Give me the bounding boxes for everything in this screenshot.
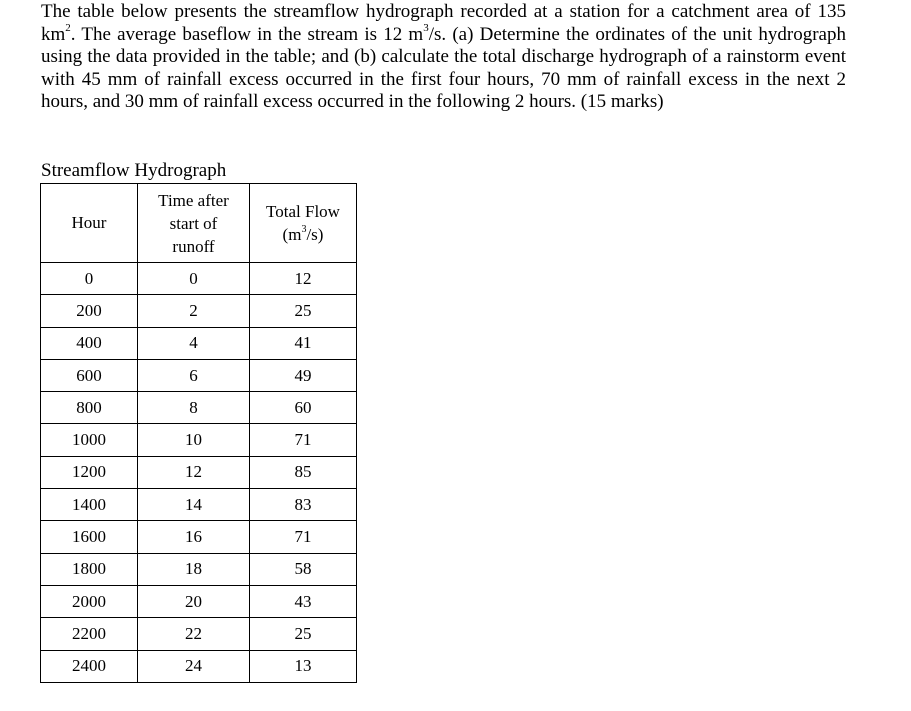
- cell-flow: 71: [250, 521, 357, 553]
- cell-hour: 1400: [41, 489, 138, 521]
- cell-hour: 600: [41, 359, 138, 391]
- header-flow: [250, 184, 357, 263]
- cell-hour: 200: [41, 295, 138, 327]
- cell-flow: 25: [250, 295, 357, 327]
- table-row: [41, 327, 357, 359]
- cell-hour: 2200: [41, 618, 138, 650]
- table-row: [41, 359, 357, 391]
- flow-unit-exponent: 3: [301, 224, 307, 236]
- header-flow-unit: [250, 223, 356, 246]
- cell-time: 14: [138, 489, 250, 521]
- cell-flow: 58: [250, 553, 357, 585]
- table-header: [41, 184, 357, 263]
- header-flow-line-1: Total Flow: [266, 202, 340, 221]
- cell-time: 20: [138, 585, 250, 617]
- cell-flow: 85: [250, 456, 357, 488]
- problem-text-2: . The average baseflow in the stream is 12 m: [70, 23, 424, 45]
- table-row: [41, 392, 357, 424]
- cell-flow: 60: [250, 392, 357, 424]
- table-row: [41, 456, 357, 488]
- cell-time: 4: [138, 327, 250, 359]
- table-row: [41, 585, 357, 617]
- flow-unit-close: /s): [306, 225, 324, 244]
- area-exponent: 2: [65, 22, 71, 35]
- table-row: [41, 521, 357, 553]
- table-body: [41, 263, 357, 683]
- cell-time: 22: [138, 618, 250, 650]
- cell-time: 0: [138, 263, 250, 295]
- cell-hour: 2400: [41, 650, 138, 682]
- table-row: [41, 263, 357, 295]
- cell-hour: 2000: [41, 585, 138, 617]
- cell-flow: 83: [250, 489, 357, 521]
- header-time-line-2: start of: [169, 213, 218, 233]
- cell-flow: 41: [250, 327, 357, 359]
- problem-text-1: The table below presents the streamflow hydrograph recorded at a station for a catchment area of 135 km: [41, 1, 846, 45]
- table-row: [41, 295, 357, 327]
- table-row: [41, 650, 357, 682]
- cell-time: 8: [138, 392, 250, 424]
- cell-flow: 25: [250, 618, 357, 650]
- cell-time: 2: [138, 295, 250, 327]
- header-hour: Hour: [41, 184, 138, 263]
- cell-flow: 13: [250, 650, 357, 682]
- cell-hour: 1000: [41, 424, 138, 456]
- cell-hour: 1200: [41, 456, 138, 488]
- cell-time: 6: [138, 359, 250, 391]
- cell-hour: 0: [41, 263, 138, 295]
- cell-hour: 800: [41, 392, 138, 424]
- streamflow-table: [40, 183, 357, 683]
- problem-text-3: /s. (a) Determine the ordinates of the unit hydrograph using the data provided in the table; and (b) calculate the total discharge hydrograph of a rainstorm event with 45 mm of rainfall excess occurred in the first four hours, 70 mm of rainfall excess in the next 2 hours, and 30 mm of rainfall excess occurred in the following 2 hours. (15 marks): [41, 23, 846, 113]
- table-row: [41, 618, 357, 650]
- flow-unit-open: (m: [282, 225, 302, 244]
- cell-hour: 1800: [41, 553, 138, 585]
- cell-time: 18: [138, 553, 250, 585]
- table-caption: Streamflow Hydrograph: [41, 160, 227, 181]
- cell-flow: 12: [250, 263, 357, 295]
- cell-time: 10: [138, 424, 250, 456]
- table-row: [41, 489, 357, 521]
- table-row: [41, 553, 357, 585]
- cell-hour: 400: [41, 327, 138, 359]
- header-row: [41, 184, 357, 263]
- cell-flow: 49: [250, 359, 357, 391]
- cell-flow: 71: [250, 424, 357, 456]
- problem-statement: [41, 1, 846, 114]
- cell-time: 12: [138, 456, 250, 488]
- table-row: [41, 424, 357, 456]
- flow-exponent: 3: [423, 22, 429, 35]
- header-time-line-1: Time after: [158, 190, 229, 210]
- cell-hour: 1600: [41, 521, 138, 553]
- header-time: [138, 184, 250, 263]
- header-time-line-3: runoff: [172, 236, 215, 256]
- cell-time: 24: [138, 650, 250, 682]
- cell-time: 16: [138, 521, 250, 553]
- cell-flow: 43: [250, 585, 357, 617]
